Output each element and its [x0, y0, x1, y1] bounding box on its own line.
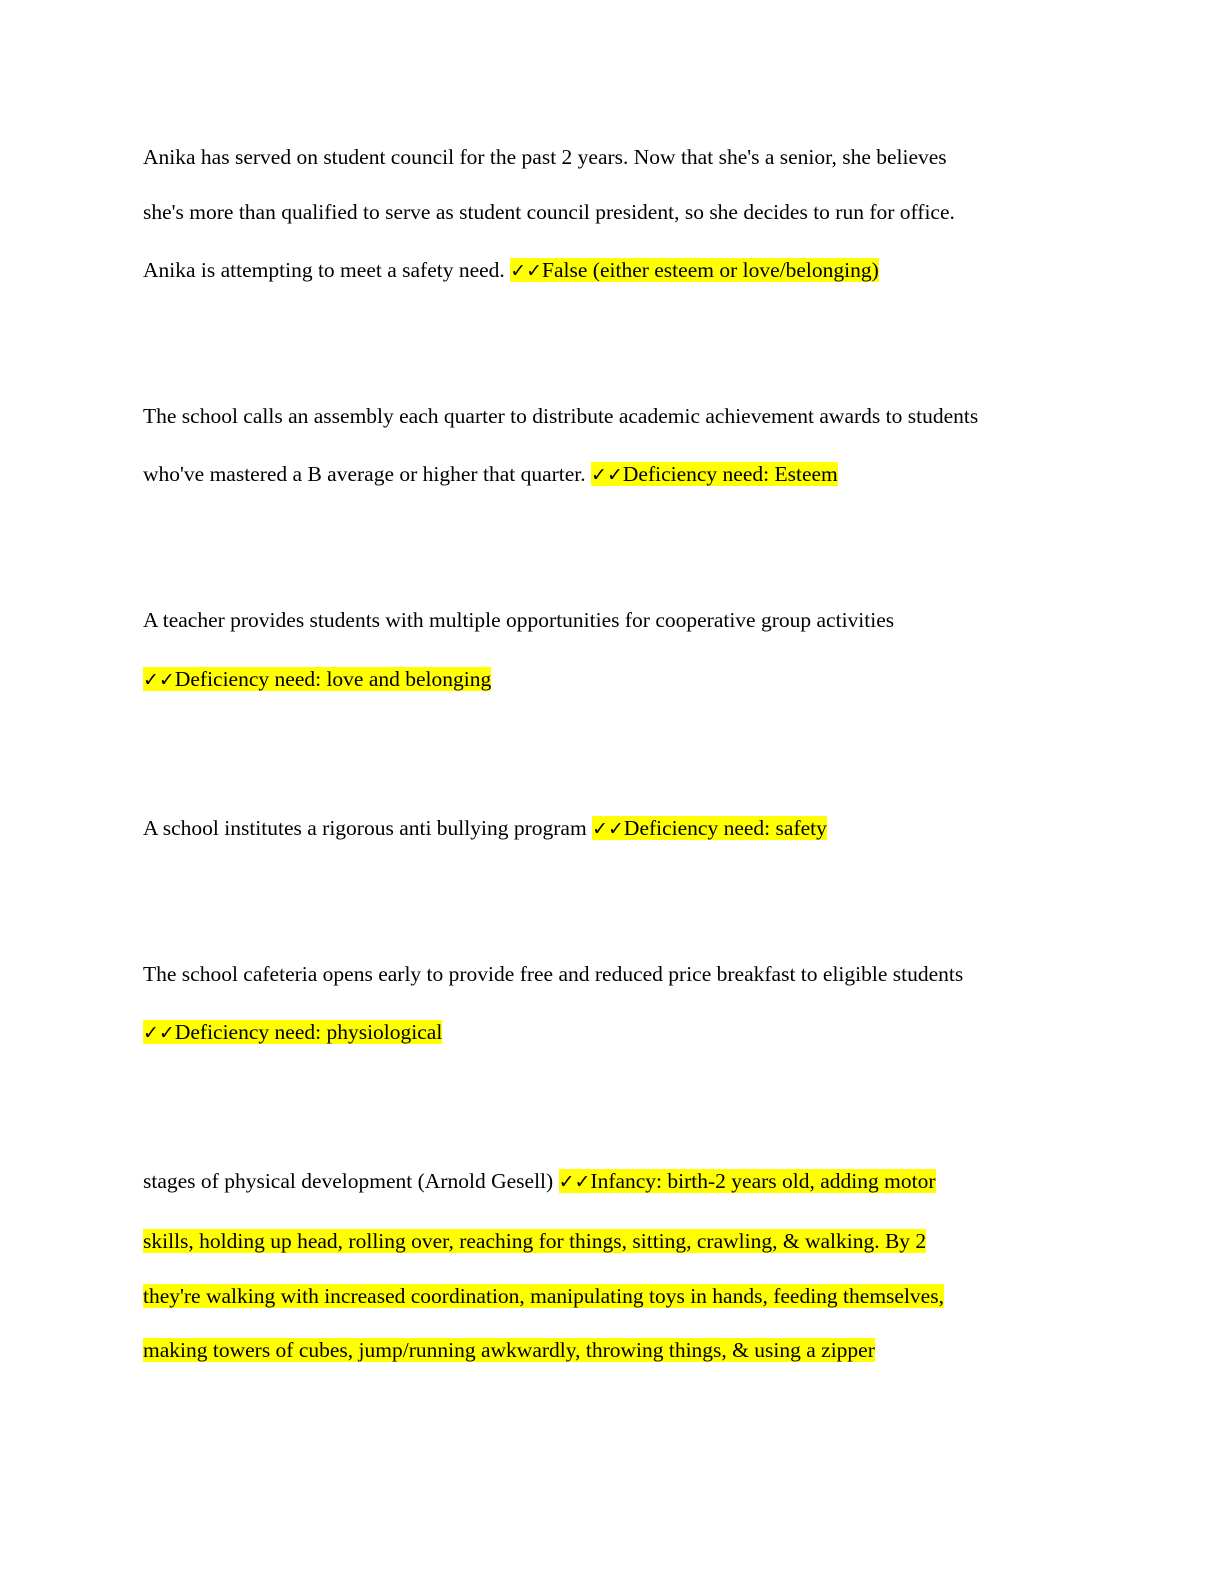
question-line	[143, 604, 894, 636]
double-check-icon: ✓✓	[558, 1171, 591, 1193]
answer-text: Deficiency need: physiological	[174, 1020, 443, 1044]
answer-text: skills, holding up head, rolling over, reaching for things, sitting, crawling, & walking. By 2	[143, 1229, 927, 1253]
answer-highlight	[143, 1020, 442, 1044]
question-answer-line	[143, 1165, 936, 1198]
question-text: The school calls an assembly each quarter to distribute academic achievement awards to students	[143, 404, 979, 428]
question-line	[143, 400, 978, 432]
double-check-icon: ✓✓	[143, 1022, 175, 1044]
question-text: she's more than qualified to serve as student council president, so she decides to run for office.	[143, 200, 955, 224]
question-answer-line	[143, 254, 879, 287]
question-text: A teacher provides students with multiple opportunities for cooperative group activities	[143, 608, 895, 632]
question-text: The school cafeteria opens early to provide free and reduced price breakfast to eligible students	[143, 962, 964, 986]
double-check-icon: ✓✓	[143, 669, 175, 691]
question-text: Anika has served on student council for the past 2 years. Now that she's a senior, she believes	[143, 145, 947, 169]
question-line	[143, 141, 947, 173]
answer-text: False (either esteem or love/belonging)	[542, 258, 879, 282]
answer-text: making towers of cubes, jump/running awkwardly, throwing things, & using a zipper	[143, 1338, 875, 1362]
question-line	[143, 958, 963, 990]
answer-line	[143, 1225, 926, 1257]
answer-highlight	[591, 462, 838, 486]
double-check-icon: ✓✓	[592, 818, 624, 840]
double-check-icon: ✓✓	[510, 260, 543, 282]
question-line	[143, 196, 955, 228]
answer-text: Deficiency need: safety	[623, 816, 827, 840]
question-text: who've mastered a B average or higher that quarter.	[143, 462, 592, 486]
answer-line	[143, 1016, 442, 1049]
question-text: A school institutes a rigorous anti bullying program	[143, 816, 593, 840]
answer-line	[143, 1280, 944, 1312]
answer-line	[143, 663, 491, 696]
answer-highlight	[592, 816, 827, 840]
double-check-icon: ✓✓	[591, 464, 623, 486]
question-answer-line	[143, 812, 827, 845]
answer-highlight	[143, 667, 491, 691]
answer-text: Deficiency need: Esteem	[622, 462, 838, 486]
answer-highlight	[559, 1169, 936, 1193]
answer-line	[143, 1334, 875, 1366]
question-text: Anika is attempting to meet a safety need.	[143, 258, 511, 282]
question-text: stages of physical development (Arnold Gesell)	[143, 1169, 559, 1193]
answer-highlight	[510, 258, 879, 282]
answer-text: they're walking with increased coordination, manipulating toys in hands, feeding themselves,	[143, 1284, 944, 1308]
answer-text: Deficiency need: love and belonging	[174, 667, 492, 691]
question-answer-line	[143, 458, 838, 491]
answer-text: Infancy: birth-2 years old, adding motor	[590, 1169, 936, 1193]
